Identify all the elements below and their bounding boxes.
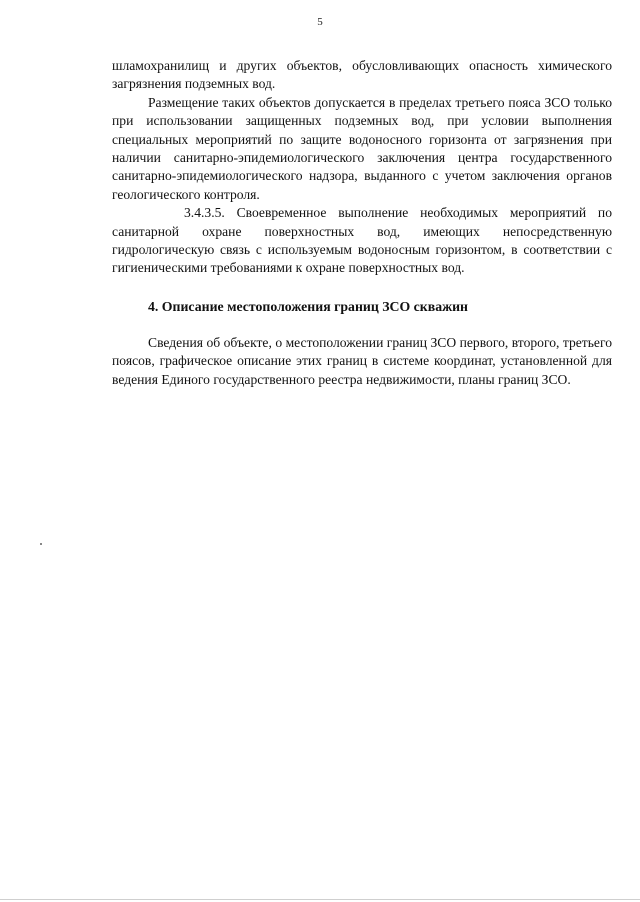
- margin-speck: [40, 543, 42, 545]
- paragraph-placement-conditions: Размещение таких объектов допускается в пределах третьего пояса ЗСО только при использовании защищенных подземных вод, при условии выполнения специальных мероприятий по защите водоносного горизонта от загрязнения при наличии санитарно-эпидемиологического заключения центра государственного санитарно-эпидемиологического надзора, выданного с учетом заключения органов геологического контроля.: [112, 94, 612, 202]
- page-number: 5: [317, 16, 323, 28]
- paragraph-item-3-4-3-5: 3.4.3.5. Своевременное выполнение необходимых мероприятий по санитарной охране поверхностных вод, имеющих непосредственную гидрологическую связь с используемым водоносным горизонтом, в соответствии с гигиеническими требованиями к охране поверхностных вод.: [112, 205, 612, 276]
- paragraph-continuation: шламохранилищ и других объектов, обусловливающих опасность химического загрязнения подземных вод.: [112, 58, 612, 92]
- scan-bottom-edge: [0, 899, 640, 900]
- paragraph-section-4-body: Сведения об объекте, о местоположении границ ЗСО первого, второго, третьего поясов, графическое описание этих границ в системе координат, установленной для ведения Единого государственного реестра недвижимости, планы границ ЗСО.: [112, 334, 612, 387]
- document-body: [112, 57, 612, 389]
- section-heading-4: 4. Описание местоположения границ ЗСО скважин: [148, 298, 469, 314]
